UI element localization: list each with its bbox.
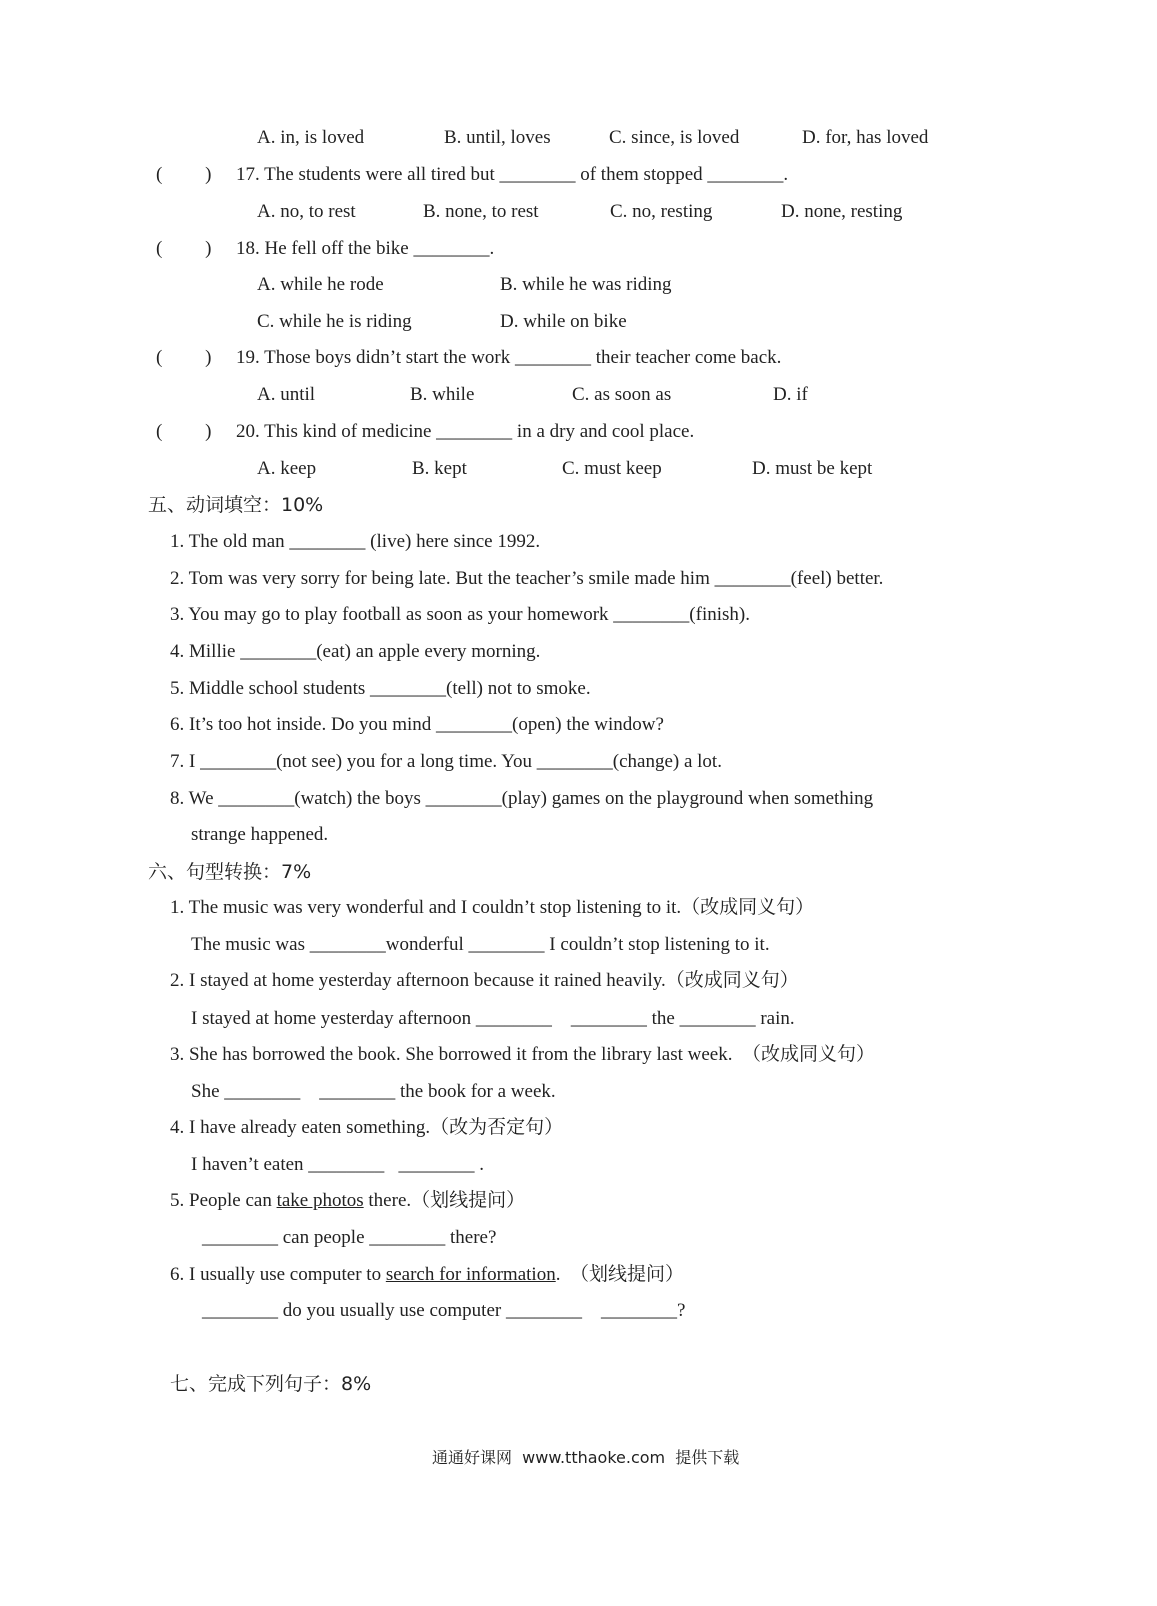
section6-answer-1: The music was ________wonderful ________ I couldn’t stop listening to it. [191,934,770,955]
q20-option-a: A. keep [257,458,317,479]
section6-answer-6: ________ do you usually use computer ________ ________? [202,1300,686,1321]
q18-option-d: D. while on bike [500,311,627,332]
section5-item-8-continued: strange happened. [191,824,329,845]
q18-answer-paren: ( ) [156,238,212,259]
q16-option-c: C. since, is loved [609,127,740,148]
section5-item-3: 3. You may go to play football as soon as your homework ________(finish). [170,604,750,625]
q19-option-c: C. as soon as [572,384,672,405]
q20-option-c: C. must keep [562,458,662,479]
page-footer: 通通好课网 www.tthaoke.com 提供下载 [432,1448,740,1467]
q16-option-d: D. for, has loved [802,127,929,148]
section6-question-5 [170,1189,525,1213]
q19-stem: 19. Those boys didn’t start the work ________ their teacher come back. [236,347,782,368]
section6-title: 六、句型转换：7% [148,861,312,883]
q20-option-d: D. must be kept [752,458,873,479]
section5-item-1: 1. The old man ________ (live) here since 1992. [170,531,541,552]
q16-option-a: A. in, is loved [257,127,365,148]
section5-item-8: 8. We ________(watch) the boys ________(play) games on the playground when something [170,788,874,809]
q18-option-c: C. while he is riding [257,311,412,332]
q5-text-after: there.（划线提问） [363,1190,526,1211]
q17-option-b: B. none, to rest [423,201,539,222]
section6-answer-3: She ________ ________ the book for a week. [191,1081,556,1102]
section6-answer-2: I stayed at home yesterday afternoon ________ ________ the ________ rain. [191,1008,795,1029]
q19-option-b: B. while [410,384,475,405]
q18-option-b: B. while he was riding [500,274,672,295]
q19-option-a: A. until [257,384,316,405]
section5-item-2: 2. Tom was very sorry for being late. But the teacher’s smile made him ________(feel) better. [170,568,884,589]
q16-option-b: B. until, loves [444,127,551,148]
q20-stem: 20. This kind of medicine ________ in a dry and cool place. [236,421,695,442]
q18-stem: 18. He fell off the bike ________. [236,238,495,259]
q19-option-d: D. if [773,384,808,405]
section5-item-6: 6. It’s too hot inside. Do you mind ________(open) the window? [170,714,664,735]
section6-question-2: 2. I stayed at home yesterday afternoon because it rained heavily.（改成同义句） [170,970,799,991]
q6-text-before: 6. I usually use computer to [170,1264,386,1285]
q20-answer-paren: ( ) [156,421,212,442]
q17-stem: 17. The students were all tired but ________ of them stopped ________. [236,164,789,185]
q17-option-a: A. no, to rest [257,201,356,222]
q18-option-a: A. while he rode [257,274,384,295]
section5-item-7: 7. I ________(not see) you for a long time. You ________(change) a lot. [170,751,722,772]
section6-answer-4: I haven’t eaten ________ ________ . [191,1154,485,1175]
q5-text-before: 5. People can [170,1190,277,1211]
q6-text-after: . （划线提问） [555,1264,684,1285]
section5-item-5: 5. Middle school students ________(tell) not to smoke. [170,678,591,699]
q20-option-b: B. kept [412,458,467,479]
q6-underlined-phrase: search for information [385,1264,556,1285]
section7-title: 七、完成下列句子：8% [170,1373,372,1395]
section6-question-4: 4. I have already eaten something.（改为否定句） [170,1117,564,1138]
section5-title: 五、动词填空：10% [148,494,324,516]
section6-answer-5: ________ can people ________ there? [202,1227,497,1248]
q19-answer-paren: ( ) [156,347,212,368]
q17-answer-paren: ( ) [156,164,212,185]
q5-underlined-phrase: take photos [276,1190,364,1211]
section5-item-4: 4. Millie ________(eat) an apple every morning. [170,641,541,662]
section6-question-1: 1. The music was very wonderful and I couldn’t stop listening to it.（改成同义句） [170,897,815,918]
q17-option-c: C. no, resting [610,201,713,222]
section6-question-3: 3. She has borrowed the book. She borrowed it from the library last week. （改成同义句） [170,1044,875,1065]
q17-option-d: D. none, resting [781,201,903,222]
section6-question-6 [170,1263,684,1287]
